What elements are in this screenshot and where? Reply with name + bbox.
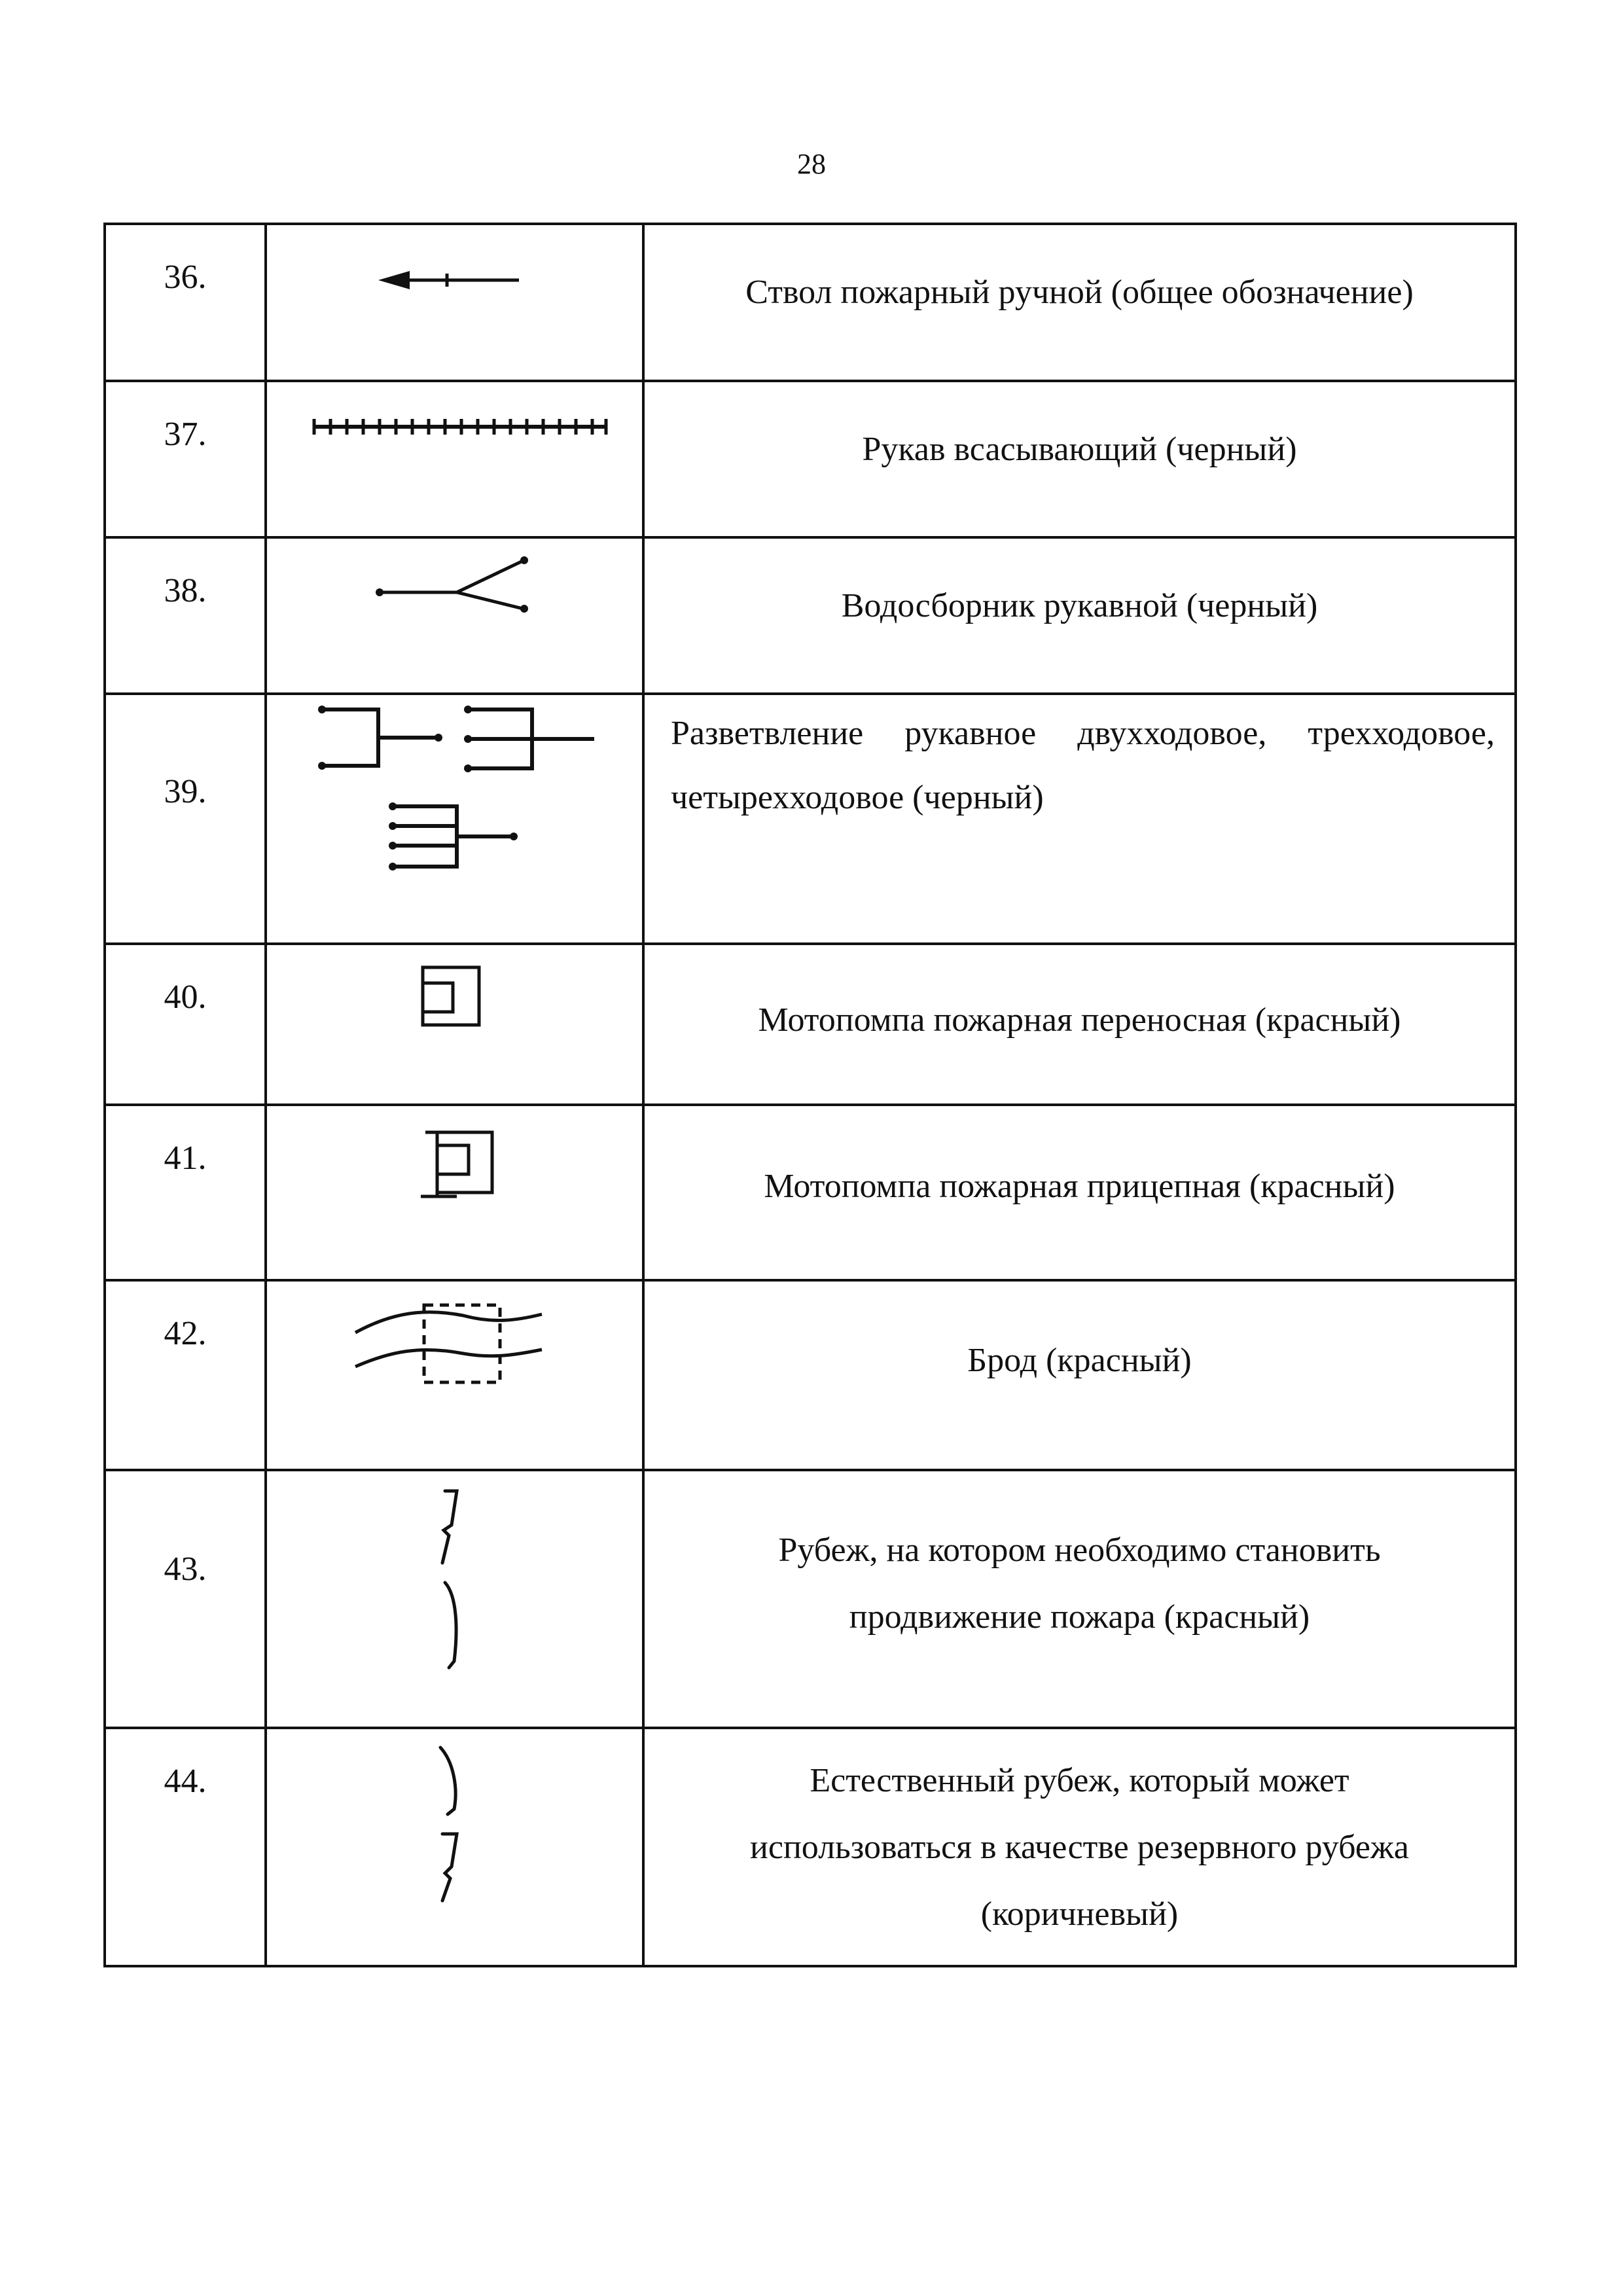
row-description: Разветвление рукавное двухходовое, трехходовое, четырехходовое (черный) — [643, 694, 1516, 944]
row-description: Мотопомпа пожарная прицепная (красный) — [643, 1105, 1516, 1280]
row-description-line: (коричневый) — [980, 1895, 1179, 1933]
row-number: 41. — [105, 1105, 266, 1280]
row-description-line: продвижение пожара (красный) — [849, 1598, 1310, 1636]
table-row — [105, 944, 1516, 1105]
row-description-line: Рубеж, на котором необходимо становить — [778, 1532, 1381, 1569]
natural-reserve-line-icon — [267, 1729, 645, 1965]
row-description: Рукав всасывающий (черный) — [643, 381, 1516, 537]
row-number: 44. — [105, 1728, 266, 1966]
table-row — [105, 1470, 1516, 1728]
row-description: Водосборник рукавной (черный) — [643, 537, 1516, 694]
hose-collector-icon — [267, 539, 645, 692]
row-number: 42. — [105, 1280, 266, 1470]
row-description: Мотопомпа пожарная переносная (красный) — [643, 944, 1516, 1105]
row-number: 38. — [105, 537, 266, 694]
table-row — [105, 1280, 1516, 1470]
trailer-motor-pump-icon — [267, 1106, 645, 1279]
portable-motor-pump-icon — [267, 945, 645, 1103]
row-description-line: Естественный рубеж, который может — [810, 1762, 1349, 1799]
table-row — [105, 224, 1516, 381]
row-description: Брод (красный) — [643, 1280, 1516, 1470]
table-row — [105, 1105, 1516, 1280]
symbols-table — [103, 223, 1517, 1967]
ford-icon — [267, 1282, 645, 1469]
hose-branching-icon — [267, 695, 645, 942]
page-number: 28 — [797, 148, 826, 180]
row-number: 40. — [105, 944, 266, 1105]
row-number: 37. — [105, 381, 266, 537]
table-row — [105, 381, 1516, 537]
row-description — [643, 1728, 1516, 1966]
row-description: Ствол пожарный ручной (общее обозначение) — [643, 224, 1516, 381]
row-number: 43. — [105, 1470, 266, 1728]
row-description-line: использоваться в качестве резервного рубежа — [750, 1829, 1409, 1866]
table-row — [105, 537, 1516, 694]
hand-nozzle-icon — [267, 225, 645, 380]
table-row — [105, 1728, 1516, 1966]
row-number: 39. — [105, 694, 266, 944]
suction-hose-icon — [267, 382, 645, 536]
row-number: 36. — [105, 224, 266, 381]
table-row — [105, 694, 1516, 944]
fire-stop-line-icon — [267, 1471, 645, 1727]
row-description — [643, 1470, 1516, 1728]
